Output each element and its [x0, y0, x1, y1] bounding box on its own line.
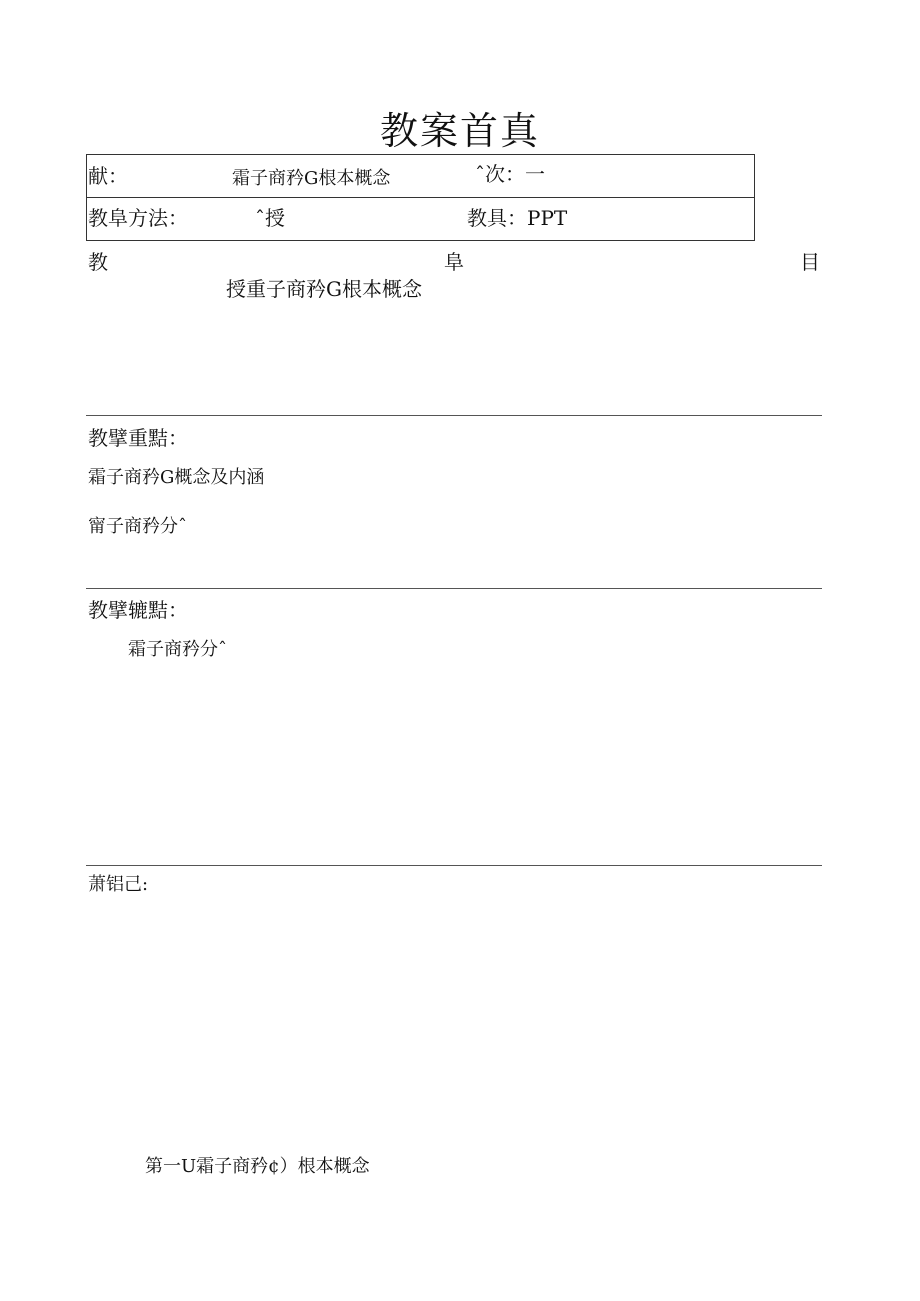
objectives-heading-char-1: 教 — [88, 250, 108, 274]
key-point-item: 甯子商矜分ˆ — [88, 516, 187, 537]
session-count: ˆ次：一 — [475, 162, 545, 186]
course-label: 献： — [88, 164, 128, 188]
section-divider — [86, 415, 822, 416]
key-points-heading: 教擘重黠： — [88, 426, 188, 450]
section-title: 第一U霜子商矜¢）根本概念 — [145, 1156, 370, 1177]
method-value: ˆ授 — [255, 206, 285, 230]
difficulty-item: 霜子商矜分ˆ — [128, 639, 227, 660]
tools-label: 教具：PPT — [467, 206, 568, 230]
notes-heading: 萧铝己: — [88, 874, 149, 895]
table-divider — [87, 197, 754, 198]
objectives-heading-char-2: 阜 — [444, 250, 464, 274]
course-topic: 霜子商矜G根本概念 — [232, 168, 391, 189]
key-point-item: 霜子商矜G概念及内涵 — [88, 467, 265, 488]
objectives-heading-char-3: 目 — [800, 250, 820, 274]
section-divider — [86, 865, 822, 866]
difficulties-heading: 教擘辘黠： — [88, 598, 188, 622]
section-divider — [86, 588, 822, 589]
objectives-text: 授重子商矜G根本概念 — [226, 277, 422, 301]
page-title: 教案首真 — [379, 109, 540, 153]
method-label: 教阜方法： — [88, 206, 188, 230]
